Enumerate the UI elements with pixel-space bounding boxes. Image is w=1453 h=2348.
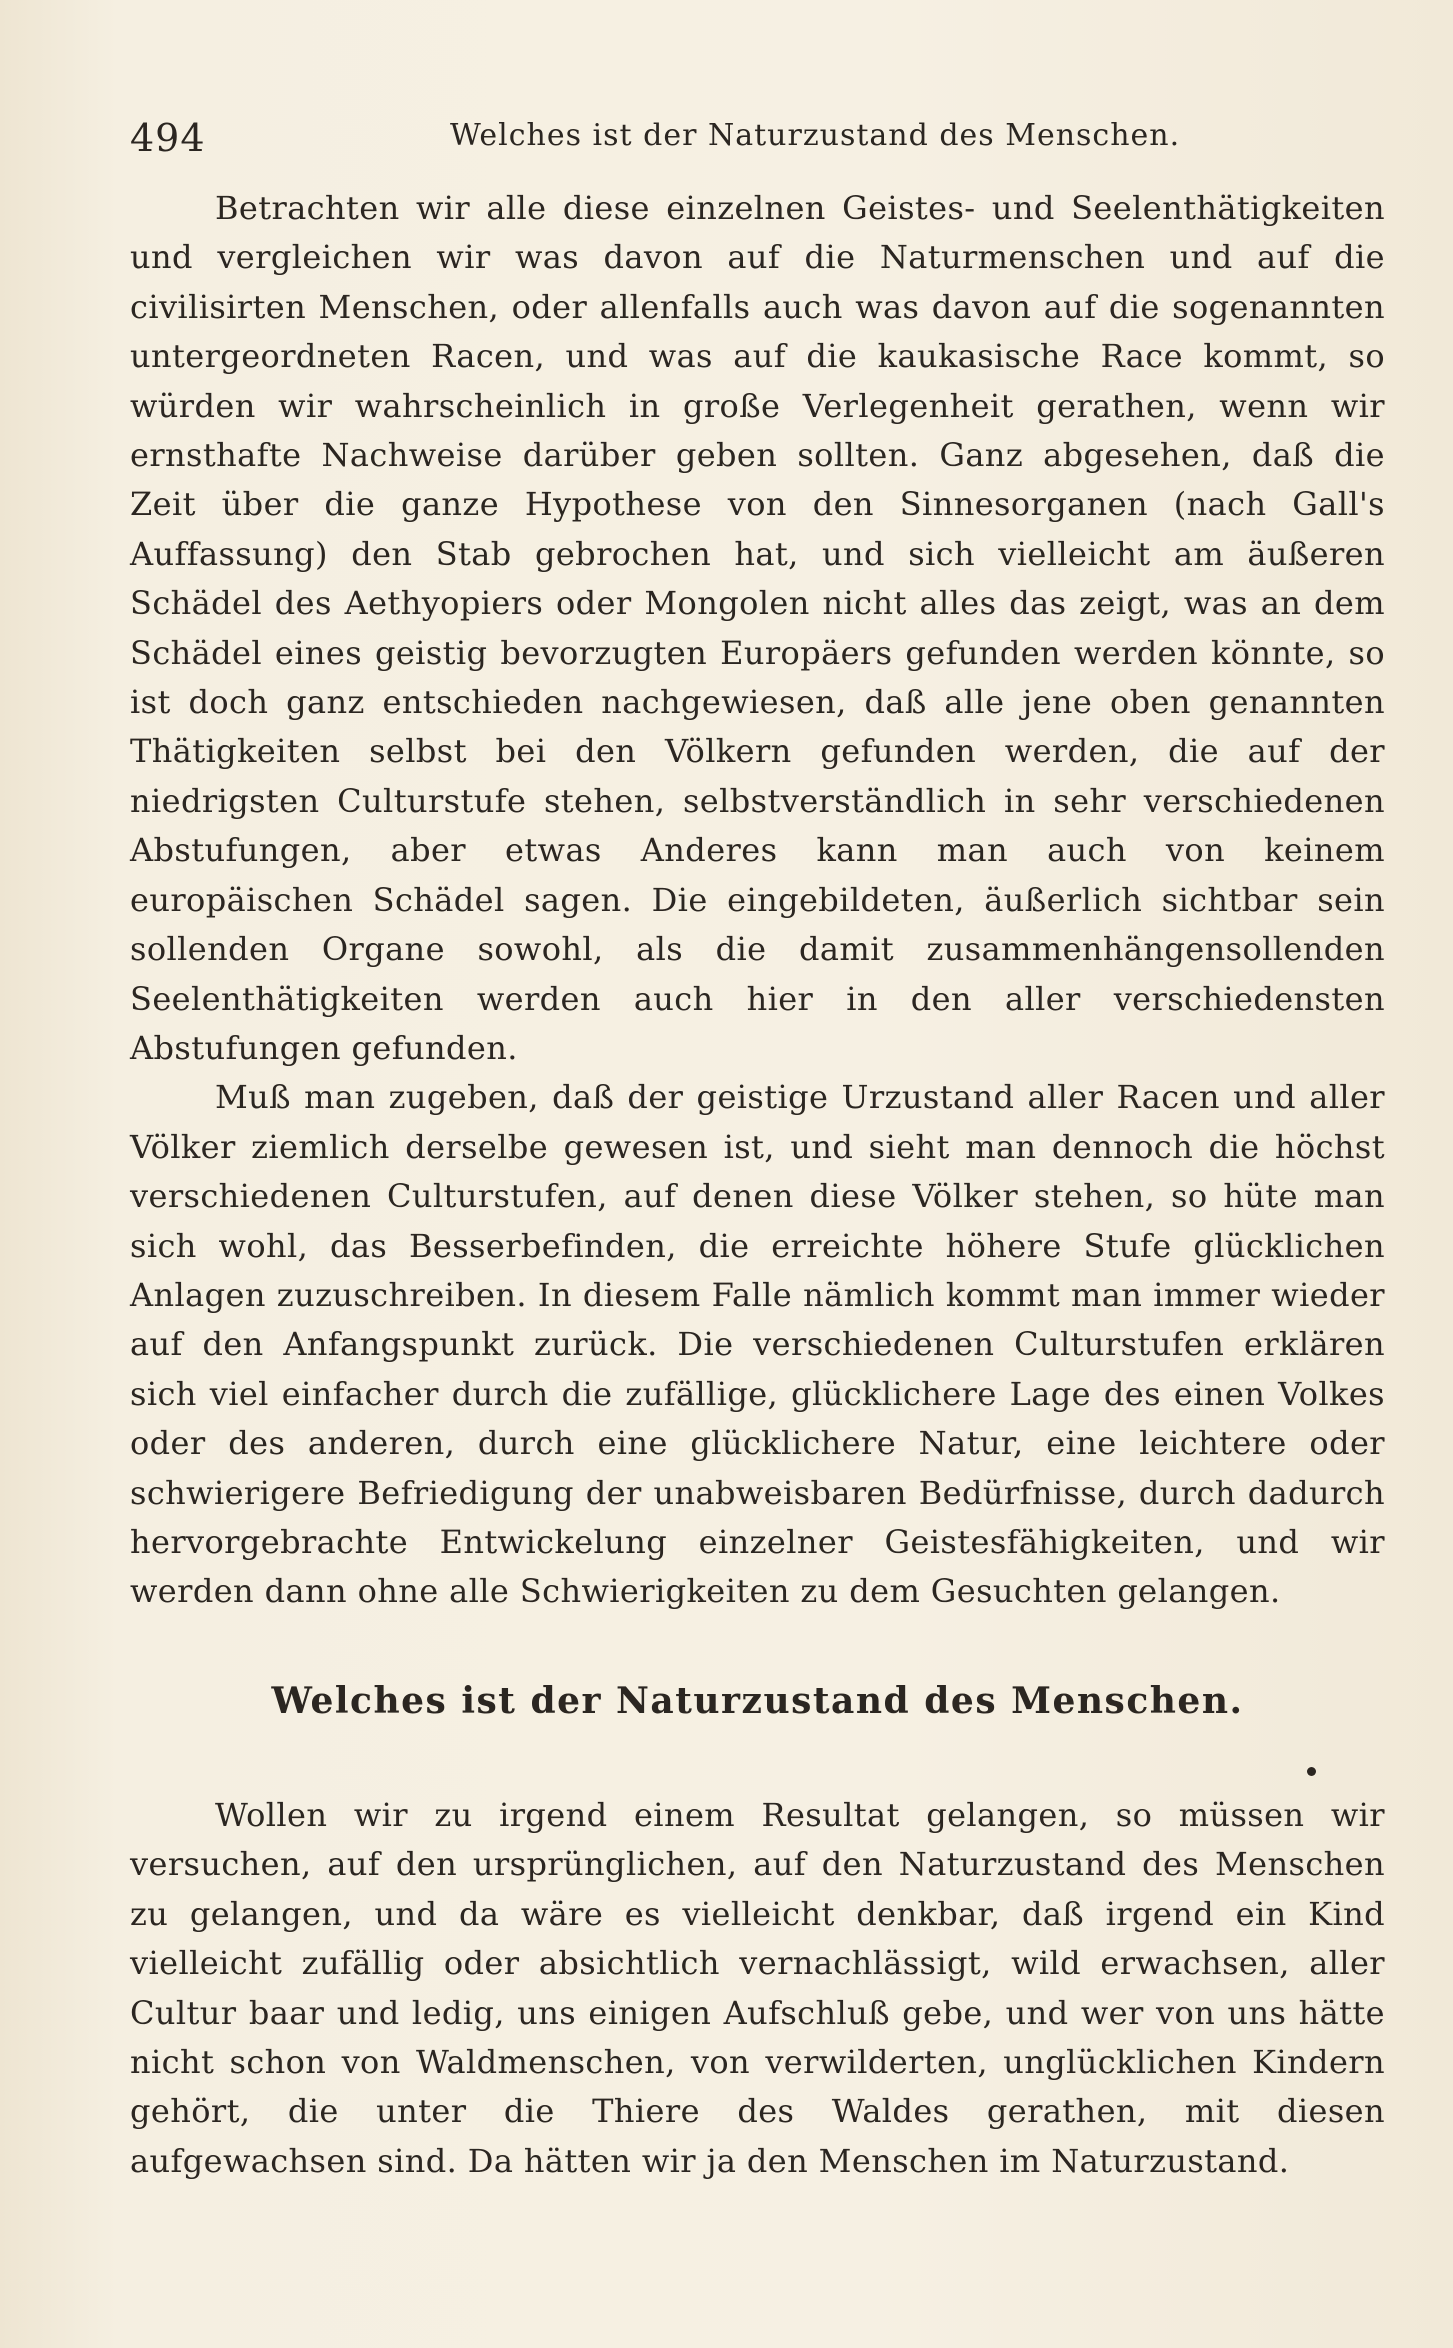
paragraph: Wollen wir zu irgend einem Resultat gelangen, so müssen wir versuchen, auf den ursprünglichen, auf den Naturzustand des Menschen zu gelangen, und da wäre es vielleicht denkbar, daß irgend ein Kind vielleicht zufällig oder absichtlich vernachlässigt, wild erwachsen, aller Cultur baar und ledig, uns einigen Aufschluß gebe, und wer von uns hätte nicht schon von Waldmenschen, von verwilderten, unglücklichen Kindern gehört, die unter die Thiere des Waldes gerathen, mit diesen aufgewachsen sind. Da hätten wir ja den Menschen im Naturzustand. — [130, 1796, 1385, 2180]
running-head: Welches ist der Naturzustand des Menschen. — [450, 118, 1181, 153]
paragraph: Muß man zugeben, daß der geistige Urzustand aller Racen und aller Völker ziemlich derselbe gewesen ist, und sieht man dennoch die höchst verschiedenen Culturstufen, auf denen diese Völker stehen, so hüte man sich wohl, das Besserbefinden, die erreichte höhere Stufe glücklichen Anlagen zuzuschreiben. In diesem Falle nämlich kommt man immer wieder auf den Anfangspunkt zurück. Die verschiedenen Culturstufen erklären sich viel einfacher durch die zufällige, glücklichere Lage des einen Volkes oder des anderen, durch eine glücklichere Natur, eine leichtere oder schwierigere Befriedigung der unabweisbaren Bedürfnisse, durch dadurch hervorgebrachte Entwickelung einzelner Geistesfähigkeiten, und wir werden dann ohne alle Schwierigkeiten zu dem Gesuchten gelangen. — [130, 1078, 1385, 1611]
page-header — [130, 108, 1380, 168]
page-number: 494 — [130, 116, 206, 160]
section-heading: Welches ist der Naturzustand des Menschen. — [271, 1680, 1244, 1722]
paragraph: Betrachten wir alle diese einzelnen Geistes- und Seelenthätigkeiten und vergleichen wir was davon auf die Naturmenschen und auf die civilisirten Menschen, oder allenfalls auch was davon auf die sogenannten untergeordneten Racen, und was auf die kaukasische Race kommt, so würden wir wahrscheinlich in große Verlegenheit gerathen, wenn wir ernsthafte Nachweise darüber geben sollten. Ganz abgesehen, daß die Zeit über die ganze Hypothese von den Sinnesorganen (nach Gall's Auffassung) den Stab gebrochen hat, und sich vielleicht am äußeren Schädel des Aethyopiers oder Mongolen nicht alles das zeigt, was an dem Schädel eines geistig bevorzugten Europäers gefunden werden könnte, so ist doch ganz entschieden nachgewiesen, daß alle jene oben genannten Thätigkeiten selbst bei den Völkern gefunden werden, die auf der niedrigsten Culturstufe stehen, selbstverständlich in sehr verschiedenen Abstufungen, aber etwas Anderes kann man auch von keinem europäischen Schädel sagen. Die eingebildeten, äußerlich sichtbar sein sollenden Organe sowohl, als die damit zusammenhängensollenden Seelenthätigkeiten werden auch hier in den aller verschiedensten Abstufungen gefunden. — [130, 189, 1385, 1067]
ink-speck — [1307, 1767, 1316, 1776]
text-block-lower — [130, 1791, 1385, 2186]
text-block-upper — [130, 184, 1385, 1617]
